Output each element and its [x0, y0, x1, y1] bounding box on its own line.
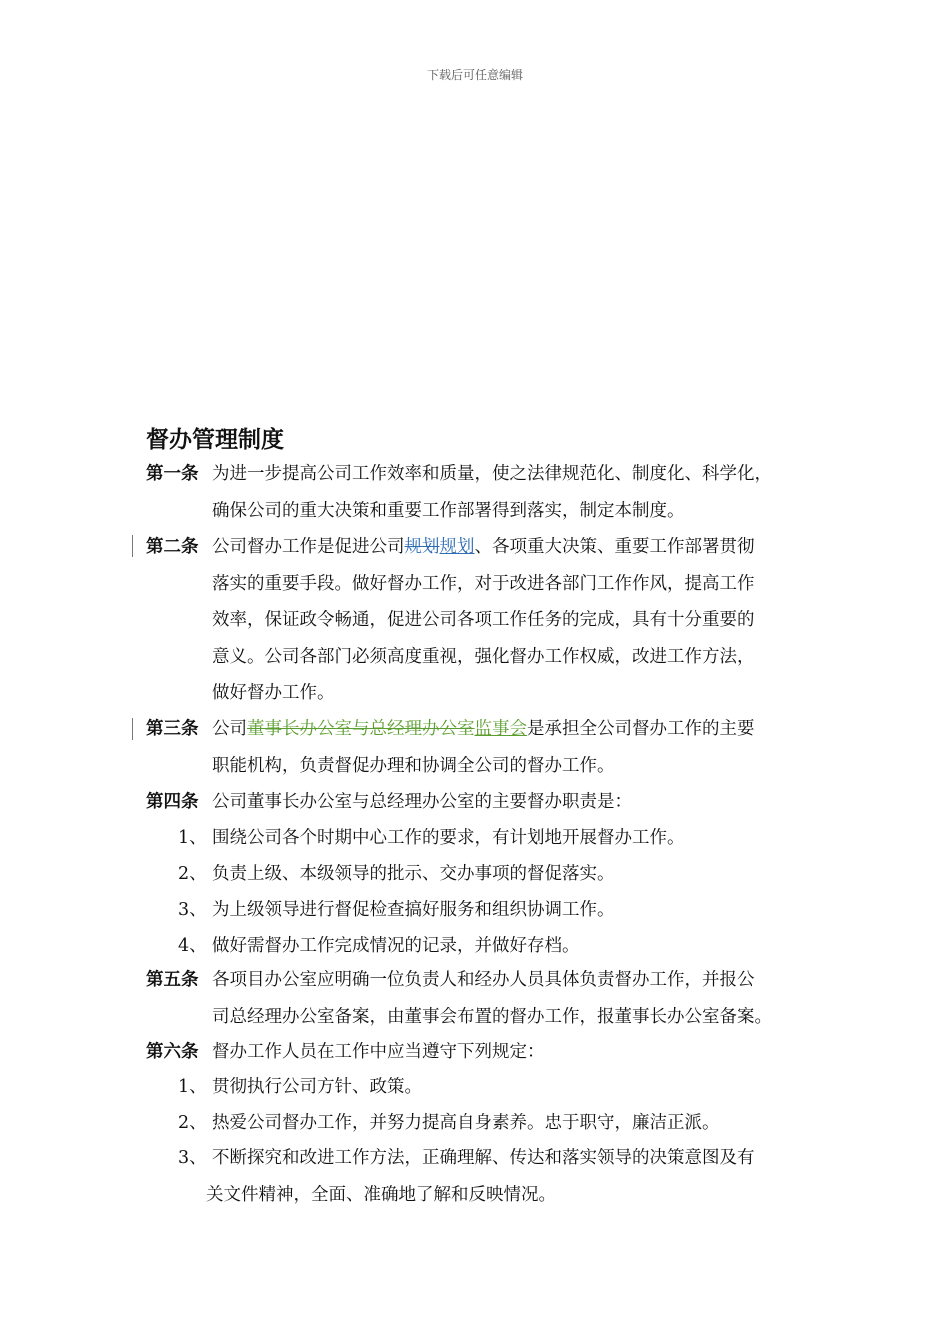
- article-text-line: 效率，保证政令畅通，促进公司各项工作任务的完成，具有十分重要的: [212, 610, 755, 630]
- article-label: 第五条: [146, 970, 199, 990]
- list-text: 为上级领导进行督促检查搞好服务和组织协调工作。: [212, 900, 615, 920]
- list-number: 3、: [178, 900, 207, 920]
- list-number: 3、: [178, 1148, 207, 1168]
- article-text-line: 督办工作人员在工作中应当遵守下列规定：: [212, 1042, 545, 1062]
- list-item: [178, 928, 838, 965]
- list-item: [178, 1140, 838, 1213]
- change-bar: [132, 535, 133, 557]
- list-text: 做好需督办工作完成情况的记录，并做好存档。: [212, 936, 580, 956]
- list-text: 贯彻执行公司方针、政策。: [212, 1077, 422, 1097]
- list-number: 1、: [178, 828, 207, 848]
- tracked-deletion: 规划: [404, 537, 440, 557]
- list-item: [178, 856, 838, 893]
- text-segment: 公司: [212, 719, 247, 739]
- list-text: 热爱公司督办工作，并努力提高自身素养。忠于职守，廉洁正派。: [212, 1113, 720, 1133]
- article-text-line: 司总经理办公室备案，由董事会布置的督办工作，报董事长办公室备案。: [212, 1006, 772, 1027]
- article-text-line: [212, 529, 826, 566]
- page-header: 下载后可任意编辑: [426, 68, 523, 82]
- article-3: [146, 711, 826, 784]
- article-label: 第一条: [146, 464, 199, 484]
- article-text-line: 做好督办工作。: [212, 683, 335, 703]
- list-number: 2、: [178, 864, 207, 884]
- tracked-insertion: 监事会: [474, 719, 527, 739]
- article-label: 第三条: [146, 719, 199, 739]
- list-item: [178, 892, 838, 929]
- list-text: 不断探究和改进工作方法，正确理解、传达和落实领导的决策意图及有: [212, 1148, 755, 1168]
- article-text-line: 各项目办公室应明确一位负责人和经办人员具体负责督办工作，并报公: [212, 970, 755, 990]
- list-text: 负责上级、本级领导的批示、交办事项的督促落实。: [212, 864, 615, 884]
- article-1: [146, 456, 826, 529]
- change-bar: [132, 718, 133, 740]
- article-text-line: 公司董事长办公室与总经理办公室的主要督办职责是：: [212, 792, 632, 812]
- article-text-line: 为进一步提高公司工作效率和质量，使之法律规范化、制度化、科学化，: [212, 464, 772, 484]
- list-text: 围绕公司各个时期中心工作的要求，有计划地开展督办工作。: [212, 828, 685, 848]
- article-label: 第四条: [146, 792, 199, 812]
- article-2: [146, 529, 826, 712]
- tracked-insertion: 规划: [439, 537, 475, 557]
- article-text-line: [212, 711, 826, 748]
- text-segment: 公司督办工作是促进公司: [212, 537, 405, 557]
- list-number: 1、: [178, 1077, 207, 1097]
- list-text-continuation: 关文件精神，全面、准确地了解和反映情况。: [206, 1184, 556, 1205]
- article-text-line: 意义。公司各部门必须高度重视，强化督办工作权威，改进工作方法，: [212, 646, 755, 667]
- tracked-deletion: 董事长办公室与总经理办公室: [247, 719, 475, 739]
- article-text-line: 落实的重要手段。做好督办工作，对于改进各部门工作作风，提高工作: [212, 573, 755, 594]
- list-number: 2、: [178, 1113, 207, 1133]
- article-4: [146, 784, 826, 821]
- article-label: 第二条: [146, 537, 199, 557]
- text-segment: 是承担全公司督办工作的主要: [527, 719, 755, 739]
- list-item: [178, 820, 838, 857]
- document-title: 督办管理制度: [146, 427, 284, 453]
- article-6: [146, 1034, 826, 1071]
- article-text-line: 确保公司的重大决策和重要工作部署得到落实，制定本制度。: [212, 500, 685, 521]
- article-text-line: 职能机构，负责督促办理和协调全公司的督办工作。: [212, 755, 615, 776]
- article-label: 第六条: [146, 1042, 199, 1062]
- article-5: [146, 962, 826, 1035]
- list-item: [178, 1069, 838, 1106]
- list-item: [178, 1105, 838, 1142]
- list-number: 4、: [178, 936, 207, 956]
- text-segment: 、各项重大决策、重要工作部署贯彻: [474, 537, 755, 557]
